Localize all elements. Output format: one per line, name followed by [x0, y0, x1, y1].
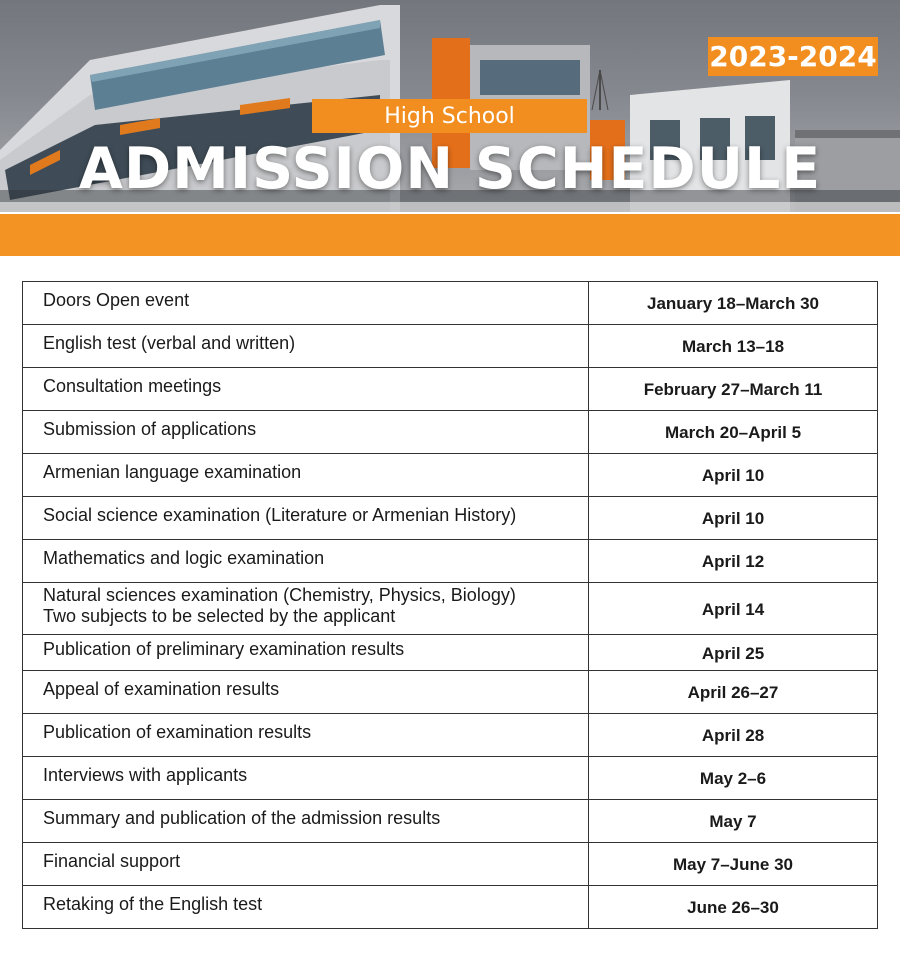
- event-cell: Doors Open event: [23, 282, 589, 325]
- date-cell: May 7: [589, 800, 878, 843]
- date-cell: April 10: [589, 454, 878, 497]
- table-row: [23, 886, 878, 929]
- event-line: Natural sciences examination (Chemistry, Physics, Biology): [43, 584, 516, 605]
- date-cell: April 12: [589, 540, 878, 583]
- page-title: ADMISSION SCHEDULE: [78, 136, 822, 202]
- event-cell: Interviews with applicants: [23, 757, 589, 800]
- event-cell: Publication of examination results: [23, 714, 589, 757]
- event-cell: Retaking of the English test: [23, 886, 589, 929]
- event-cell: Publication of preliminary examination results: [23, 635, 589, 671]
- table-row: [23, 454, 878, 497]
- subtitle-label: High School: [312, 99, 587, 133]
- event-cell: Consultation meetings: [23, 368, 589, 411]
- header-banner: [0, 0, 900, 212]
- table-row: [23, 282, 878, 325]
- event-cell: [23, 583, 589, 635]
- table-row: [23, 411, 878, 454]
- event-cell: English test (verbal and written): [23, 325, 589, 368]
- year-badge: 2023-2024: [708, 37, 878, 76]
- admission-schedule-table: [22, 281, 878, 929]
- event-cell: Mathematics and logic examination: [23, 540, 589, 583]
- event-cell: Summary and publication of the admission results: [23, 800, 589, 843]
- event-cell: Appeal of examination results: [23, 671, 589, 714]
- table-row: [23, 843, 878, 886]
- date-cell: May 2–6: [589, 757, 878, 800]
- table-row: [23, 540, 878, 583]
- table-row: [23, 635, 878, 671]
- date-cell: April 14: [589, 583, 878, 635]
- table-row: [23, 714, 878, 757]
- event-cell: Armenian language examination: [23, 454, 589, 497]
- event-cell: Social science examination (Literature or Armenian History): [23, 497, 589, 540]
- date-cell: April 26–27: [589, 671, 878, 714]
- table-row: [23, 800, 878, 843]
- date-cell: March 13–18: [589, 325, 878, 368]
- date-cell: February 27–March 11: [589, 368, 878, 411]
- table-row: [23, 497, 878, 540]
- event-line: Two subjects to be selected by the applicant: [43, 605, 396, 626]
- table-row: [23, 583, 878, 635]
- date-cell: May 7–June 30: [589, 843, 878, 886]
- date-cell: April 28: [589, 714, 878, 757]
- table-row: [23, 325, 878, 368]
- date-cell: June 26–30: [589, 886, 878, 929]
- orange-divider-band: [0, 212, 900, 256]
- table-row: [23, 757, 878, 800]
- date-cell: April 25: [589, 635, 878, 671]
- table-row: [23, 368, 878, 411]
- table-row: [23, 671, 878, 714]
- date-cell: March 20–April 5: [589, 411, 878, 454]
- event-cell: Financial support: [23, 843, 589, 886]
- date-cell: April 10: [589, 497, 878, 540]
- date-cell: January 18–March 30: [589, 282, 878, 325]
- event-cell: Submission of applications: [23, 411, 589, 454]
